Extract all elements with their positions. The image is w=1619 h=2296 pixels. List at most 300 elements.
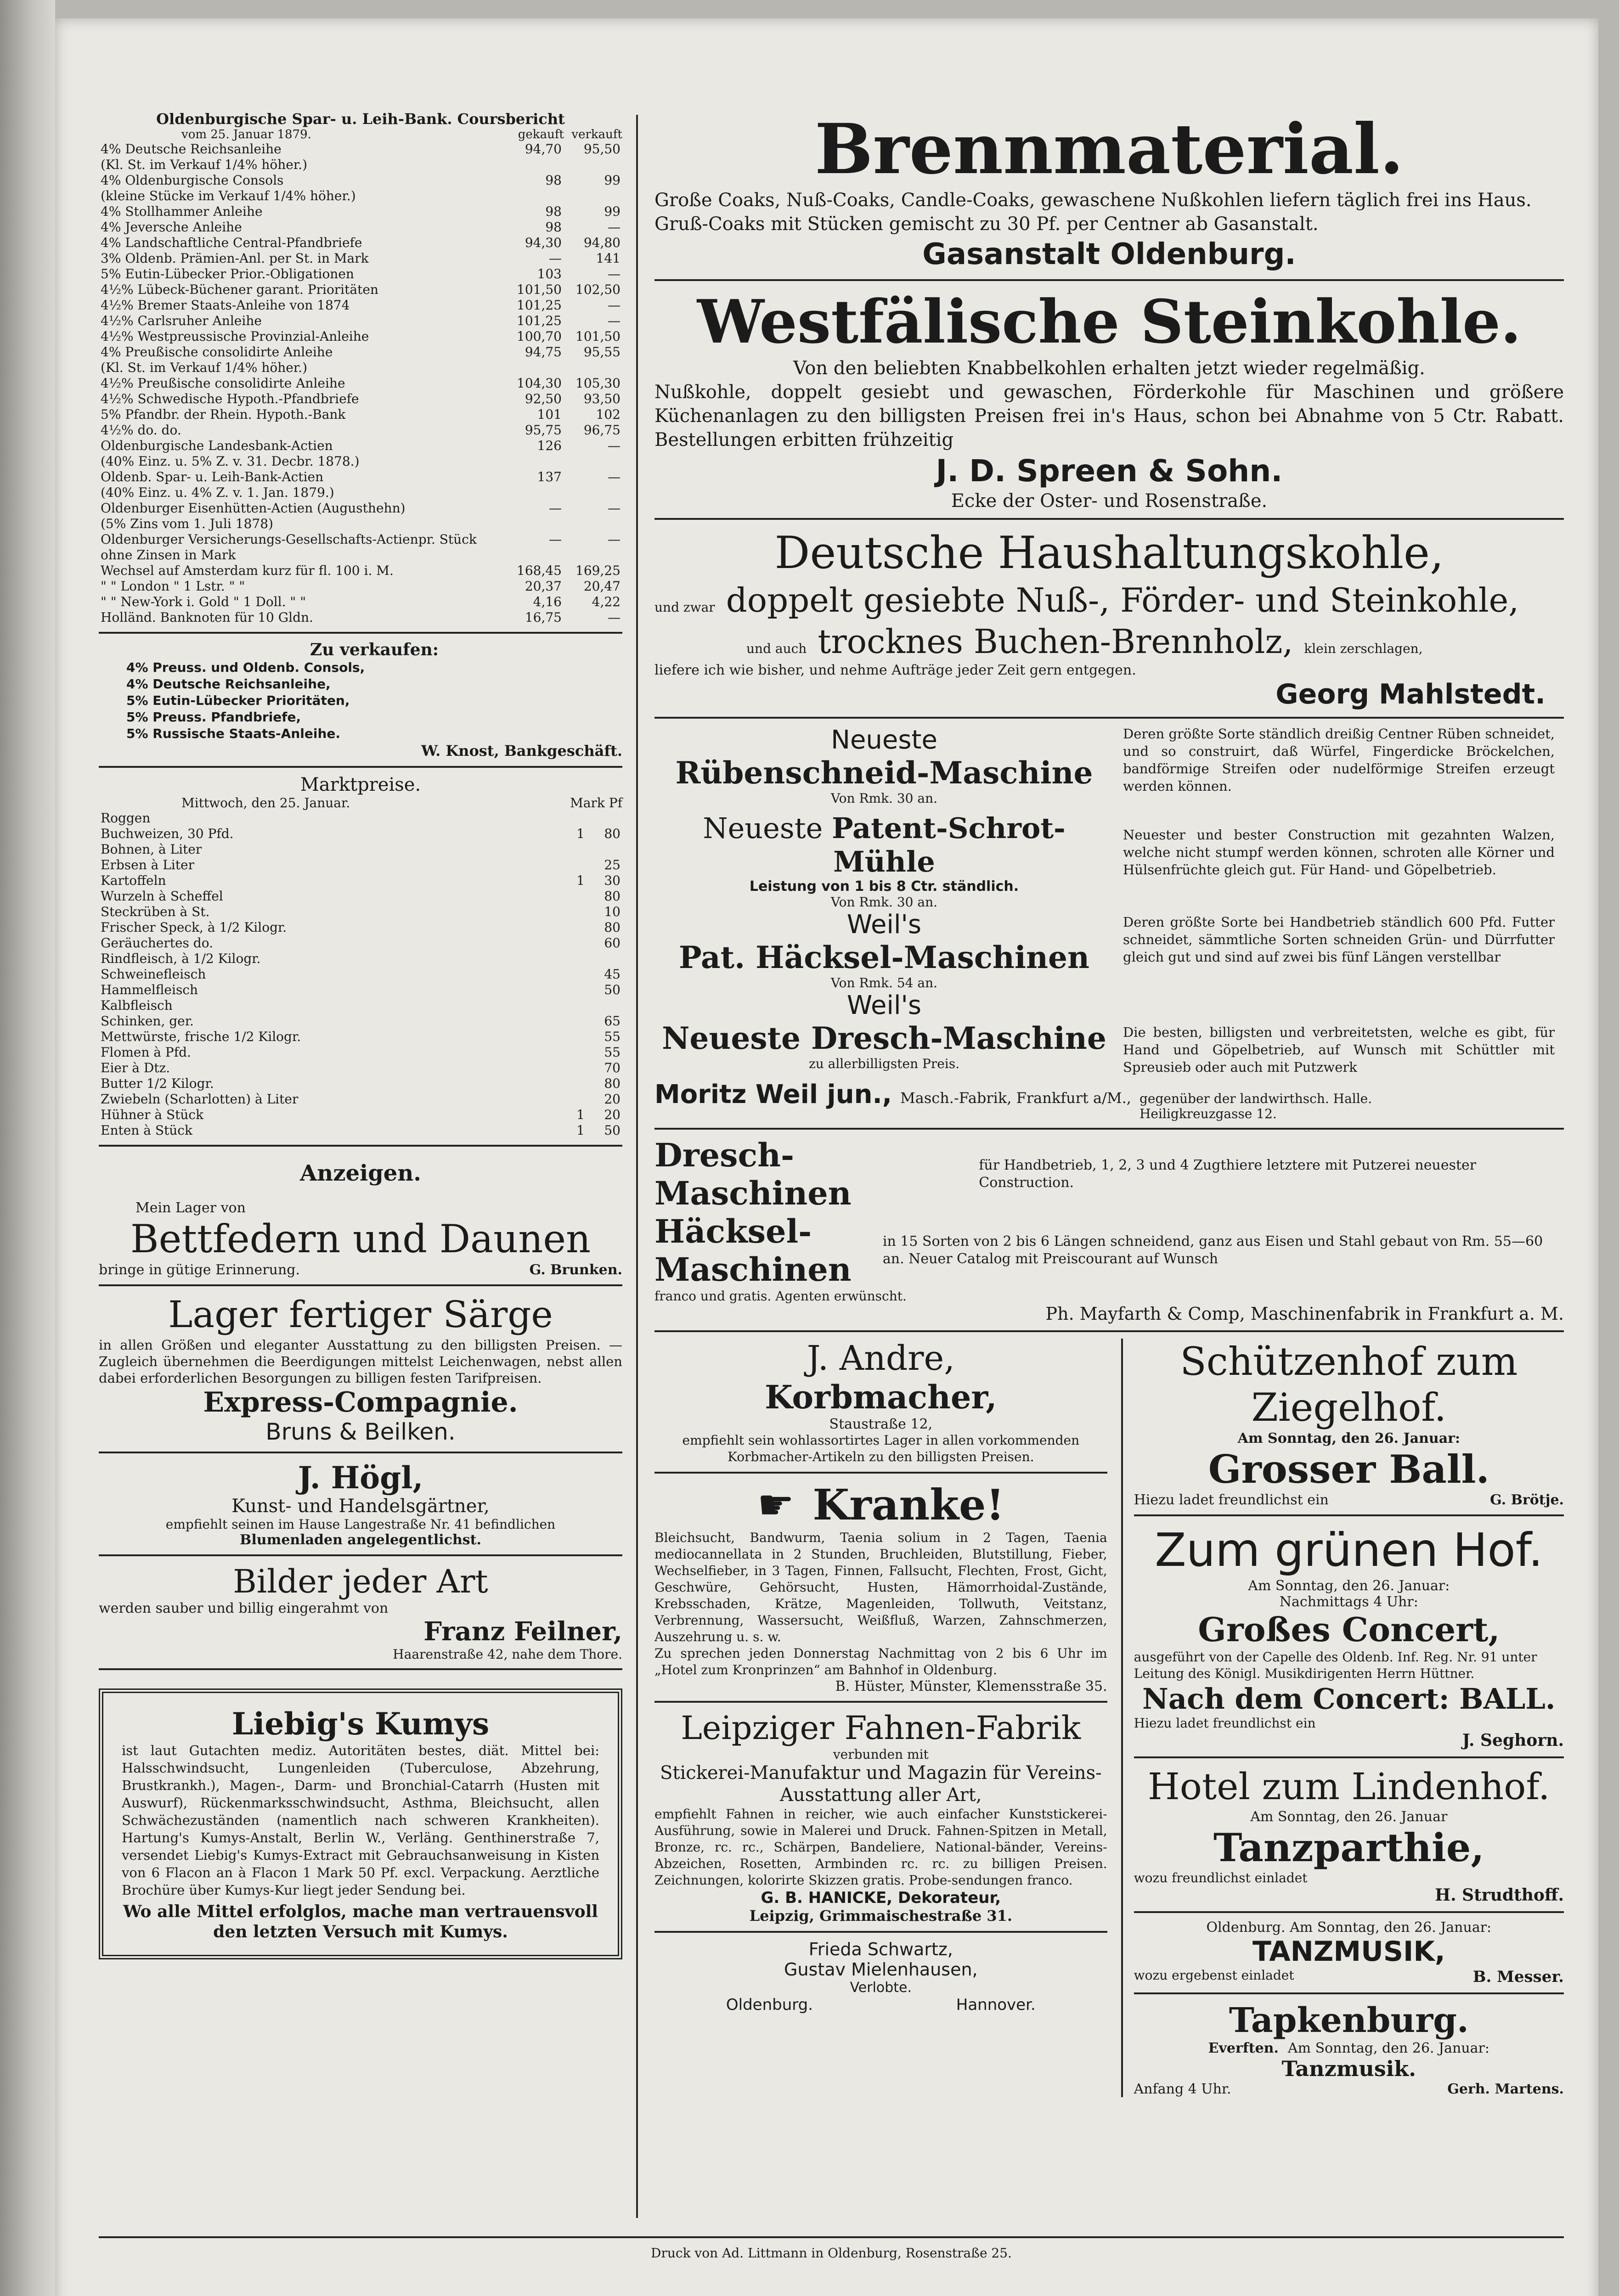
sale-notice	[99, 640, 622, 760]
tapken-headline: Tapkenburg.	[1229, 2001, 1469, 2040]
bank-security: (5% Zins vom 1. Juli 1878)	[101, 516, 273, 531]
market-mark	[555, 857, 587, 873]
bank-buy-price: 100,70	[517, 329, 562, 344]
fahnen-line: verbunden mit	[833, 1747, 929, 1762]
divider	[654, 518, 1564, 520]
bank-sell-price: —	[608, 438, 621, 453]
market-head-mark: Mark	[570, 795, 605, 810]
weil-capacity: Leistung von 1 bis 8 Ctr. ständlich.	[749, 878, 1019, 895]
bank-row	[99, 594, 622, 610]
fahnen-line: Stickerei-Manufaktur und Magazin für Vereins-Ausstattung aller Art,	[660, 1762, 1102, 1806]
bank-head-buy: gekauft	[518, 128, 564, 141]
tanz-line: wozu ergebenst einladet	[1134, 1968, 1294, 1983]
market-row	[99, 889, 622, 904]
bank-row	[99, 282, 622, 298]
bank-sell-price: 99	[604, 173, 621, 188]
weil-description: Deren größte Sorte bei Handbetrieb ständlich 600 Pfd. Futter schneidet, sämmtliche Sorten schneiden Grün- und Dürrfutter gleich gut und sind auf zwei bis fünf Längen verstellbar	[1123, 914, 1555, 965]
tapken-signature: Gerh. Martens.	[1447, 2081, 1564, 2097]
market-mark	[555, 1029, 587, 1045]
verlobt-name: Gustav Mielenhausen,	[784, 1959, 978, 1980]
bank-row	[99, 219, 622, 235]
bank-sell-price	[564, 454, 622, 469]
market-pf: 60	[604, 935, 621, 951]
kumys-headline: Liebig's Kumys	[231, 1706, 490, 1742]
bank-buy-price: 101,25	[517, 298, 562, 313]
market-row	[99, 920, 622, 935]
market-pf: 80	[604, 920, 621, 935]
bank-security: 4% Landschaftliche Central-Pfandbriefe	[101, 235, 362, 250]
bank-buy-price: —	[549, 251, 562, 266]
westf-headline: Westfälische Steinkohle.	[697, 287, 1522, 357]
brenn-line: Große Coaks, Nuß-Coaks, Candle-Coaks, gewaschene Nußkohlen liefern täglich frei ins Haus.	[654, 190, 1532, 211]
divider	[1134, 1911, 1564, 1913]
market-row	[99, 1123, 622, 1138]
bank-security: Holländ. Banknoten für 10 Gldn.	[101, 610, 313, 625]
westf-address: Ecke der Oster- und Rosenstraße.	[951, 490, 1268, 512]
ad-tanzmusik	[1134, 1919, 1564, 1986]
haush-pre: und zwar	[654, 600, 715, 615]
bank-security: 4% Preußische consolidirte Anleihe	[101, 344, 333, 360]
schuetz-ball: Grosser Ball.	[1208, 1446, 1489, 1492]
divider	[99, 1554, 622, 1556]
market-row	[99, 935, 622, 951]
gruen-headline: Zum grünen Hof.	[1155, 1523, 1543, 1577]
saerge-names: Bruns & Beilken.	[265, 1418, 456, 1445]
market-item: Eier à Dtz.	[101, 1060, 170, 1075]
bilder-headline: Bilder jeder Art	[233, 1563, 488, 1600]
schuetz-headline: Schützenhof zum Ziegelhof.	[1180, 1339, 1518, 1430]
market-pf: 65	[604, 1013, 621, 1029]
divider	[1134, 1992, 1564, 1994]
bilder-name: Franz Feilner,	[423, 1616, 622, 1647]
market-pf: 25	[604, 857, 621, 872]
weil-label: Weil's	[846, 990, 922, 1020]
bank-buy-price: 101,50	[517, 282, 562, 297]
bank-security: (kleine Stücke im Verkauf 1/4% höher.)	[101, 188, 356, 203]
haush-line: liefere ich wie bisher, und nehme Aufträge jeder Zeit gern entgegen.	[654, 662, 1136, 678]
market-prices	[99, 774, 622, 1138]
bank-sell-price: 102	[596, 407, 621, 422]
kranke-signature: B. Hüster, Münster, Klemensstraße 35.	[835, 1678, 1107, 1694]
bank-sell-price: 141	[596, 251, 621, 266]
bank-buy-price: 98	[545, 173, 562, 188]
market-item: Rindfleisch, à 1/2 Kilogr.	[101, 951, 261, 966]
bank-security: 4½% do. do.	[101, 422, 181, 438]
bank-security: Oldenburger Versicherungs-Gesellschafts-Actienpr. Stück ohne Zinsen in Mark	[101, 532, 477, 563]
bank-row	[99, 563, 622, 579]
market-mark: 1	[576, 1123, 585, 1138]
divider	[654, 1330, 1564, 1332]
bank-row	[99, 516, 622, 532]
bank-buy-price	[505, 454, 564, 469]
weil-price: zu allerbilligsten Preis.	[808, 1056, 960, 1071]
weil-signature-line: gegenüber der landwirthsch. Halle. Heiligkreuzgasse 12.	[1139, 1091, 1372, 1121]
tanz-line: Oldenburg. Am Sonntag, den 26. Januar:	[1206, 1919, 1492, 1936]
fahnen-address: Leipzig, Grimmaischestraße 31.	[749, 1907, 1012, 1925]
market-item: Enten à Stück	[101, 1123, 192, 1138]
bank-security: 4½% Schwedische Hypoth.-Pfandbriefe	[101, 391, 359, 406]
market-mark	[555, 920, 587, 935]
ad-kumys	[99, 1688, 622, 1959]
verlobt-line: Verlobte.	[850, 1980, 912, 1996]
market-row	[99, 982, 622, 998]
haush-headline: Deutsche Haushaltungskohle,	[774, 527, 1444, 579]
bank-row	[99, 235, 622, 251]
ad-saerge	[99, 1293, 622, 1445]
right-column	[654, 110, 1564, 2097]
market-row	[99, 1013, 622, 1029]
market-table	[99, 810, 622, 1138]
weil-machine: Patent-Schrot-Mühle	[832, 811, 1066, 878]
kranke-text: Zu sprechen jeden Donnerstag Nachmittag von 2 bis 6 Uhr im „Hotel zum Kronprinzen“ am Bahnhof in Oldenburg.	[654, 1646, 1107, 1677]
bank-row	[99, 438, 622, 454]
bank-row	[99, 298, 622, 313]
market-item: Zwiebeln (Scharlotten) à Liter	[101, 1092, 299, 1107]
bank-buy-price: 101,25	[517, 313, 562, 328]
kranke-text: Bleichsucht, Bandwurm, Taenia solium in 2 Tagen, Taenia mediocannellata in 2 Stunden, Bruchleiden, Blutstillung, Fieber, Wechselfieber, in 3 Tagen, Finnen, Fallsucht, Flechten, Frost, Gicht, Geschwüre, Gehörsucht, Husten, Hämorrhoidal-Zustände, Krebsschaden, Krätze, Magenleiden, Tollwuth, Veitstanz, Verbrennung, Wassersucht, Weißfluß, Warzen, Zahnschmerzen, Auszehrung u. s. w.	[654, 1530, 1107, 1644]
bank-row	[99, 391, 622, 407]
bank-report	[99, 110, 622, 625]
tapken-line: Anfang 4 Uhr.	[1134, 2081, 1231, 2097]
bank-row	[99, 501, 622, 516]
market-title: Marktpreise.	[300, 774, 421, 795]
market-mark	[555, 982, 587, 998]
market-mark	[555, 998, 587, 1013]
schuetz-line: Hiezu ladet freundlichst ein	[1134, 1492, 1329, 1508]
bank-row	[99, 360, 622, 376]
market-row	[99, 826, 622, 842]
brunken-line: Mein Lager von	[135, 1200, 246, 1216]
market-pf: 70	[604, 1060, 621, 1075]
market-item: Butter 1/2 Kilogr.	[101, 1076, 214, 1091]
weil-signature-line: Masch.-Fabrik, Frankfurt a/M.,	[900, 1089, 1131, 1107]
hoegl-name: J. Högl,	[298, 1460, 423, 1496]
tapken-event: Tanzmusik.	[1281, 2056, 1416, 2081]
sale-item: 5% Eutin-Lübecker Prioritäten,	[126, 693, 350, 708]
divider	[99, 1284, 622, 1286]
ad-haushaltungskohle	[654, 526, 1564, 710]
bank-security: (40% Einz. u. 4% Z. v. 1. Jan. 1879.)	[101, 485, 334, 500]
market-mark	[555, 967, 587, 982]
market-row	[99, 967, 622, 982]
bank-buy-price: 137	[537, 469, 562, 484]
market-item: Flomen à Pfd.	[101, 1045, 191, 1060]
bank-security: Oldenburgische Landesbank-Actien	[101, 438, 333, 453]
fahnen-headline: Leipziger Fahnen-Fabrik	[681, 1709, 1081, 1747]
bank-buy-price	[505, 516, 564, 532]
bank-buy-price: 92,50	[525, 391, 562, 406]
market-item: Roggen	[101, 810, 151, 826]
weil-price: Von Rmk. 30 an.	[831, 895, 937, 910]
ad-bilder	[99, 1563, 622, 1662]
hoegl-line: Blumenladen angelegentlichst.	[240, 1532, 481, 1548]
bank-security: 4½% Lübeck-Büchener garant. Prioritäten	[101, 282, 378, 297]
bank-buy-price: 20,37	[525, 579, 562, 594]
bank-security: Oldenburger Eisenhütten-Actien (Augusthehn)	[101, 501, 406, 516]
bank-buy-price: 126	[537, 438, 562, 453]
bank-row	[99, 251, 622, 266]
bank-security: 4½% Preußische consolidirte Anleihe	[101, 376, 345, 391]
lower-middle-column	[654, 1339, 1107, 2097]
market-head-pf: Pf	[609, 795, 622, 810]
haush-post: klein zerschlagen,	[1304, 641, 1423, 656]
tapken-place: Everften.	[1208, 2040, 1279, 2056]
bank-sell-price	[564, 157, 622, 173]
gruen-line: Am Sonntag, den 26. Januar:	[1248, 1578, 1450, 1594]
bank-row	[99, 188, 622, 204]
bank-sell-price: 102,50	[575, 282, 621, 297]
kumys-text: ist laut Gutachten mediz. Autoritäten bestes, diät. Mittel bei: Halsschwindsucht, Lungenleiden (Tuberculose, Abzehrung, Brustkrankh.), Magen-, Darm- und Bronchial-Catarrh (Husten mit Auswurf), Rückenmarksschwindsucht, Asthma, Bleichsucht, allen Schwächezuständen (namentlich nach schweren Krankheiten). Hartung's Kumys-Anstalt, Berlin W., Verläng. Genthinerstraße 7, versendet Liebig's Kumys-Extract mit Gebrauchsanweisung in Kisten von 6 Flacon an à Flacon 1 Mark 50 Pf. excl. Verpackung. Aerztliche Brochüre über Kumys-Kur liegt jeder Sendung bei.	[122, 1743, 599, 1898]
bank-sell-price	[564, 188, 622, 204]
bank-security: 5% Eutin-Lübecker Prior.-Obligationen	[101, 266, 354, 281]
verlobt-city: Oldenburg.	[726, 1996, 813, 2014]
westf-signature: J. D. Spreen & Sohn.	[936, 453, 1283, 489]
bank-sell-price: 99	[604, 204, 621, 219]
market-item: Mettwürste, frische 1/2 Kilogr.	[101, 1029, 301, 1044]
bank-buy-price: 104,30	[517, 376, 562, 391]
bank-buy-price	[505, 157, 564, 173]
weil-machine: Rübenschneid-Maschine	[675, 755, 1093, 791]
ad-mayfarth	[654, 1136, 1564, 1324]
bank-sell-price: 93,50	[583, 391, 621, 406]
sale-item: 5% Preuss. Pfandbriefe,	[126, 709, 301, 725]
bank-security: 4½% Westpreussische Provinzial-Anleihe	[101, 329, 369, 344]
bank-sell-price: 96,75	[583, 422, 621, 438]
mayfarth-machine: Dresch-Maschinen	[654, 1136, 852, 1212]
haush-line: trocknes Buchen-Brennholz,	[818, 622, 1293, 661]
bank-sell-price: —	[608, 469, 621, 484]
bank-sell-price: —	[608, 501, 621, 516]
market-row	[99, 951, 622, 967]
divider	[99, 1145, 622, 1147]
divider	[654, 279, 1564, 281]
bank-row	[99, 407, 622, 422]
bank-security: 4% Deutsche Reichsanleihe	[101, 141, 282, 157]
bank-buy-price: 168,45	[517, 563, 562, 578]
bank-row	[99, 141, 622, 157]
market-item: Wurzeln à Scheffel	[101, 889, 223, 904]
westf-line: Von den beliebten Knabbelkohlen erhalten jetzt wieder regelmäßig.	[793, 358, 1425, 379]
market-item: Kalbfleisch	[101, 998, 173, 1013]
divider	[1134, 1756, 1564, 1758]
ad-schuetzenhof	[1134, 1339, 1564, 1508]
lower-far-right-column	[1121, 1339, 1564, 2097]
market-row	[99, 1060, 622, 1076]
mayfarth-description: in 15 Sorten von 2 bis 6 Längen schneidend, ganz aus Eisen und Stahl gebaut von Rm. 55—60 an. Neuer Catalog mit Preiscourant auf Wunsch	[882, 1233, 1543, 1267]
bank-sell-price: —	[608, 266, 621, 281]
bank-sell-price: —	[608, 219, 621, 235]
bank-security: (Kl. St. im Verkauf 1/4% höher.)	[101, 360, 307, 375]
pointing-hand-icon: ☛	[757, 1480, 795, 1529]
bank-security: 4½% Carlsruher Anleihe	[101, 313, 262, 328]
market-item: Bohnen, à Liter	[101, 842, 202, 857]
haush-line: doppelt gesiebte Nuß-, Förder- und Steinkohle,	[726, 581, 1519, 619]
divider	[654, 1472, 1107, 1474]
market-item: Schweinefleisch	[101, 967, 206, 982]
market-row	[99, 857, 622, 873]
andre-address: Staustraße 12,	[829, 1416, 933, 1432]
market-item: Erbsen à Liter	[101, 857, 194, 872]
fahnen-text: empfiehlt Fahnen in reicher, wie auch einfacher Kunststickerei-Ausführung, sowie in Malerei und Druck. Fahnen-Spitzen in Metall, Bronze, rc. rc., Schärpen, Bandeliere, National-bänder, Vereins-Abzeichen, Rosetten, Armbinden rc. rc. zu billigen Preisen. Zeichnungen, kolorirte Skizzen gratis. Probe-sendungen franco.	[654, 1806, 1107, 1888]
weil-label: Weil's	[846, 910, 922, 940]
bank-security: 4% Stollhammer Anleihe	[101, 204, 263, 219]
market-item: Kartoffeln	[101, 873, 166, 888]
linden-line: wozu freundlichst einladet	[1134, 1870, 1308, 1885]
divider	[654, 1701, 1107, 1703]
left-column	[99, 110, 622, 1959]
market-pf	[587, 998, 622, 1013]
bank-security: (Kl. St. im Verkauf 1/4% höher.)	[101, 157, 307, 172]
ad-brunken	[99, 1200, 622, 1278]
divider	[654, 1128, 1564, 1130]
brunken-headline: Bettfedern und Daunen	[130, 1216, 591, 1261]
market-mark	[555, 1045, 587, 1060]
bank-security: 3% Oldenb. Prämien-Anl. per St. in Mark	[101, 251, 369, 266]
bank-sell-price: —	[608, 313, 621, 328]
bank-buy-price: 101	[537, 407, 562, 422]
sale-item: 4% Deutsche Reichsanleihe,	[126, 676, 331, 692]
bank-date: vom 25. Januar 1879.	[181, 128, 311, 141]
bank-sell-price: 20,47	[583, 579, 621, 594]
sale-signature: W. Knost, Bankgeschäft.	[421, 742, 622, 760]
market-item: Hammelfleisch	[101, 982, 198, 997]
market-pf: 80	[604, 889, 621, 904]
bank-buy-price: 4,16	[533, 594, 562, 609]
market-mark	[555, 889, 587, 904]
bilder-address: Haarenstraße 42, nahe dem Thore.	[393, 1647, 622, 1662]
weil-machine: Pat. Häcksel-Maschinen	[679, 940, 1089, 975]
column-divider	[636, 115, 638, 2218]
bank-row	[99, 376, 622, 391]
ad-weil	[654, 725, 1564, 1121]
brenn-line: Gruß-Coaks mit Stücken gemischt zu 30 Pf. per Centner ab Gasanstalt.	[654, 214, 1319, 235]
bank-buy-price: 98	[545, 204, 562, 219]
market-mark	[555, 1060, 587, 1076]
market-item: Steckrüben à St.	[101, 904, 210, 919]
market-pf	[587, 842, 622, 857]
market-pf	[587, 810, 622, 826]
gruen-line: Hiezu ladet freundlichst ein	[1134, 1716, 1316, 1731]
bank-sell-price: —	[608, 610, 621, 625]
mayfarth-machine: Häcksel-Maschinen	[654, 1212, 852, 1289]
andre-text: empfiehlt sein wohlassortirtes Lager in allen vorkommenden Korbmacher-Artikeln zu den billigsten Preisen.	[682, 1433, 1080, 1464]
market-mark	[555, 951, 587, 967]
market-mark	[555, 1076, 587, 1092]
schuetz-line: Am Sonntag, den 26. Januar:	[1237, 1430, 1461, 1446]
ad-fahnen	[654, 1709, 1107, 1925]
bank-buy-price: 94,75	[525, 344, 562, 360]
market-pf: 10	[604, 904, 621, 919]
ad-andre	[654, 1339, 1107, 1465]
bank-sell-price	[564, 516, 622, 532]
market-row	[99, 810, 622, 826]
weil-price: Von Rmk. 54 an.	[831, 975, 937, 990]
market-pf: 20	[604, 1107, 621, 1122]
bank-sell-price: 95,50	[583, 141, 621, 157]
bank-buy-price: 16,75	[525, 610, 562, 625]
bank-row	[99, 204, 622, 219]
bank-row	[99, 173, 622, 188]
lower-right	[654, 1339, 1564, 2097]
mayfarth-line: franco und gratis. Agenten erwünscht.	[654, 1289, 907, 1304]
bank-sell-price: 4,22	[592, 594, 621, 609]
bank-buy-price: 94,70	[525, 141, 562, 157]
printer-imprint: Druck von Ad. Littmann in Oldenburg, Rosenstraße 25.	[651, 2245, 1012, 2261]
brenn-headline: Brennmaterial.	[814, 109, 1404, 190]
market-mark	[555, 904, 587, 920]
market-pf: 30	[604, 873, 621, 888]
kranke-headline: Kranke!	[812, 1480, 1004, 1530]
divider	[99, 632, 622, 634]
market-item: Hühner à Stück	[101, 1107, 204, 1122]
market-pf: 20	[604, 1092, 621, 1107]
verlobt-city: Hannover.	[956, 1996, 1036, 2014]
market-mark	[555, 935, 587, 951]
sale-item: 4% Preuss. und Oldenb. Consols,	[126, 660, 365, 675]
bank-buy-price	[505, 188, 564, 204]
saerge-firm: Express-Compagnie.	[203, 1386, 518, 1418]
bank-row	[99, 344, 622, 360]
bank-row	[99, 532, 622, 563]
market-row	[99, 1045, 622, 1060]
bank-row	[99, 610, 622, 625]
bank-security: " " London " 1 Lstr. " "	[101, 579, 245, 594]
weil-machine: Neueste Dresch-Maschine	[662, 1020, 1106, 1056]
bank-row	[99, 579, 622, 594]
weil-price: Von Rmk. 30 an.	[831, 791, 937, 806]
bank-row	[99, 469, 622, 485]
linden-event: Tanzparthie,	[1213, 1825, 1484, 1870]
gruen-ball: Nach dem Concert: BALL.	[1142, 1682, 1556, 1716]
divider	[99, 1668, 622, 1670]
linden-headline: Hotel zum Lindenhof.	[1148, 1765, 1550, 1808]
bank-security: " " New-York i. Gold " 1 Doll. " "	[101, 594, 306, 609]
market-row	[99, 1076, 622, 1092]
market-mark	[555, 1092, 587, 1107]
verlobt-name: Frieda Schwartz,	[808, 1939, 953, 1959]
sale-title: Zu verkaufen:	[310, 640, 439, 659]
bank-buy-price: —	[549, 501, 562, 516]
bank-security: 4% Jeversche Anleihe	[101, 219, 242, 235]
ad-westfaelische	[654, 287, 1564, 512]
market-pf: 80	[604, 826, 621, 841]
bank-row	[99, 313, 622, 329]
mayfarth-description: für Handbetrieb, 1, 2, 3 und 4 Zugthiere letztere mit Putzerei neuester Construction.	[979, 1157, 1477, 1191]
westf-line: Nußkohle, doppelt gesiebt und gewaschen, Förderkohle für Maschinen und größere Küchenanlagen zu den billigsten Preisen frei in's Haus, schon bei Abnahme von 5 Ctr. Rabatt. Bestellungen erbitten frühzeitig	[654, 382, 1564, 450]
market-pf: 80	[604, 1076, 621, 1091]
ad-brennmaterial	[654, 110, 1564, 273]
market-item: Geräuchertes do.	[101, 935, 213, 951]
bank-security: 4½% Bremer Staats-Anleihe von 1874	[101, 298, 350, 313]
ad-gruener-hof	[1134, 1523, 1564, 1750]
bank-buy-price: 98	[545, 219, 562, 235]
market-pf: 50	[604, 982, 621, 997]
brenn-signature: Gasanstalt Oldenburg.	[922, 237, 1296, 271]
bank-buy-price: 94,30	[525, 235, 562, 250]
weil-label: Neueste	[831, 725, 937, 755]
market-row	[99, 998, 622, 1013]
ad-hoegl	[99, 1460, 622, 1548]
bank-sell-price	[564, 360, 622, 376]
bank-buy-price	[505, 360, 564, 376]
bank-title: Oldenburgische Spar- u. Leih-Bank. Coursbericht	[156, 110, 565, 128]
weil-description: Die besten, billigsten und verbreitetsten, welche es gibt, für Hand und Göpelbetrieb, auf Wunsch mit Schüttler mit Spreusieb oder auch mit Putzwerk	[1123, 1024, 1555, 1075]
bank-buy-price: 95,75	[525, 422, 562, 438]
bank-security: Wechsel auf Amsterdam kurz für fl. 100 i. M.	[101, 563, 394, 578]
haush-pre: und auch	[746, 641, 807, 656]
bank-buy-price: —	[549, 532, 562, 547]
bank-row	[99, 157, 622, 173]
